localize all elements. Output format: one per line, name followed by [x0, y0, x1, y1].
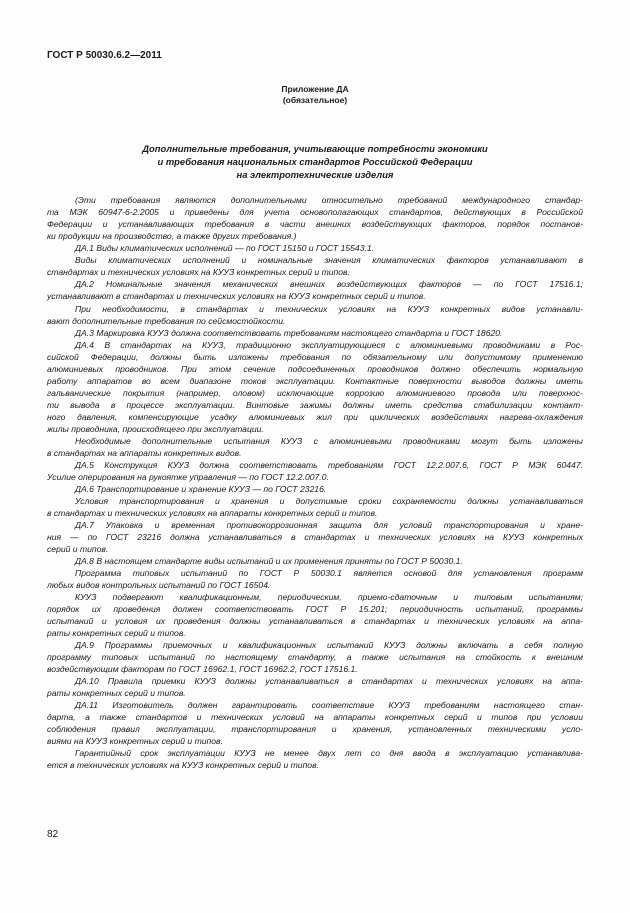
body-line: любых видов контрольных испытаний по ГОСТ 16504. [47, 580, 271, 590]
body-line: ДА.10 Правила приемки КУУЗ должны устанавливаться в стандартах и технических условиях на аппа- [75, 676, 583, 686]
body-line: ДА.6 Транспортирование и хранение КУУЗ — по ГОСТ 23216. [75, 484, 327, 494]
body-line: устанавливают в стандартах и технических условиях на КУУЗ конкретных серий и типов. [47, 291, 426, 301]
page-number: 82 [47, 829, 59, 840]
body-line: (Эти требования являются дополнительными относительно требований международного стандар- [75, 195, 583, 205]
section-title-line-2: и требования национальных стандартов Российской Федерации [157, 156, 473, 167]
annex-label: Приложение ДА [281, 84, 349, 94]
body-line: КУУЗ подвергают квалификационным, периодическим, приемо-сдаточным и типовым испытаниям; [75, 592, 583, 602]
standard-header: ГОСТ Р 50030.6.2—2011 [47, 50, 162, 61]
body-line: вают дополнительные требования по сейсмостойкости. [47, 316, 286, 326]
body-line: та МЭК 60947-6-2:2005 и приведены для учета основополагающих стандартов, действующих в Российской [47, 207, 583, 217]
body-line: раты конкретных серий и типов. [47, 628, 186, 638]
body-line: алюминиевых проводников. При этом сечение подсоединенных проводников должно обеспечить нормальную [47, 364, 583, 374]
body-line: ДА.11 Изготовитель должен гарантировать соответствие КУУЗ требованиям настоящего стан- [75, 700, 583, 710]
body-line: гальванические покрытия (например, оловом) исключающие коррозию алюминиевого провода или поверхнос- [47, 388, 583, 398]
body-line: Программа типовых испытаний по ГОСТ Р 50030.1 является основой для установления программ [75, 568, 583, 578]
body-line: соблюдения правил эксплуатации, транспортирования и хранения, установленных техническими усло- [47, 724, 583, 734]
body-line: Виды климатических исполнений и номинальные значения климатических факторов устанавливают в [75, 255, 583, 265]
body-line: в стандартах на аппараты конкретных видов. [47, 448, 242, 458]
body-line: дарта, а также стандартов и технических условий на аппараты конкретных серий и типов при условии [47, 712, 583, 722]
body-line: ДА.9 Программы приемочных и квалификационных испытаний КУУЗ должны включать в себя полную [75, 640, 583, 650]
body-line: работу аппаратов во всем диапазоне токов эксплуатации. Контактные поверхности выводов должны иметь [47, 376, 583, 386]
body-line: виями на КУУЗ конкретных серий и типов. [47, 736, 223, 746]
body-line: порядок их проведения должен соответствовать ГОСТ Р 15.201; периодичность испытаний, программы [47, 604, 583, 614]
body-line: испытаний и условия их проведения должны устанавливаться в стандартах и технических условиях на аппа- [47, 616, 583, 626]
section-title-line-3: на электротехнические изделия [236, 169, 394, 180]
body-line: Усилие оперирования на рукоятке управления — по ГОСТ 12.2.007.0. [47, 472, 329, 482]
body-line: ДА.7 Упаковка и временная противокоррозионная защита для условий транспортирования и хране- [75, 520, 583, 530]
body-line: Необходимые дополнительные испытания КУУЗ с алюминиевыми проводниками могут быть изложены [75, 436, 583, 446]
body-line: в стандартах и технических условиях на аппараты конкретных серий и типов. [47, 508, 378, 518]
body-line: ДА.1 Виды климатических исполнений — по ГОСТ 15150 и ГОСТ 15543.1. [75, 243, 375, 253]
body-line: серий и типов. [47, 544, 109, 554]
body-line: ДА.4 В стандартах на КУУЗ, традиционно эксплуатирующиеся с алюминиевыми проводниками в Рос- [75, 340, 583, 350]
body-line: Федерации и устанавливающих требования в части внешних воздействующих факторов, порядок постанов- [47, 219, 583, 229]
body-line: Условия транспортирования и хранения и допустимые сроки сохраняемости должны устанавливаться [75, 496, 583, 506]
body-line: Гарантийный срок эксплуатации КУУЗ не менее двух лет со дня ввода в эксплуатацию устанавлива- [75, 748, 583, 758]
body-line: ДА.5 Конструкция КУУЗ должна соответствовать требованиям ГОСТ 12.2.007.6, ГОСТ Р МЭК 60447. [75, 460, 583, 470]
body-line: воздействующим факторам по ГОСТ 16962.1, ГОСТ 16962.2, ГОСТ 17516.1. [47, 664, 358, 674]
body-line: стандартах и технических условиях на КУУЗ конкретных серий и типов. [47, 267, 350, 277]
body-line: ти вывода в процессе эксплуатации. Винтовые зажимы должны иметь средства стабилизации контакт- [47, 400, 583, 410]
body-line: жилы проводника, происходящего при эксплуатации. [47, 424, 264, 434]
body-line: ного давления, компенсирующие усадку алюминиевых жил при циклических воздействиях нагрева-охлаждения [47, 412, 583, 422]
body-line: ния — по ГОСТ 23216 должна устанавливаться в стандартах и технических условиях на КУУЗ конкретных [47, 532, 583, 542]
body-line: раты конкретных серий и типов. [47, 688, 186, 698]
body-line: При необходимости, в стандартах и технических условиях на КУУЗ конкретных видов устанавли- [75, 304, 583, 314]
section-title-line-1: Дополнительные требования, учитывающие потребности экономики [142, 143, 488, 154]
body-line: сийской Федерации, должны быть изложены требования по обязательному или допустимому применению [47, 352, 583, 362]
body-line: ется в технических условиях на КУУЗ конкретных серий и типов. [47, 760, 319, 770]
body-line: ДА.8 В настоящем стандарте виды испытаний и их применения приняты по ГОСТ Р 50030.1. [75, 556, 463, 566]
body-line: ки продукции на производство, а также других требования.) [47, 231, 297, 241]
body-line: ДА.2 Номинальные значения механических внешних воздействующих факторов — по ГОСТ 17516.1; [75, 279, 583, 289]
body-line: ДА.3 Маркировка КУУЗ должна соответствовать требованиям настоящего стандарта и ГОСТ 18620. [75, 328, 503, 338]
body-line: программу типовых испытаний по настоящему стандарту, а также испытания на стойкость к внешним [47, 652, 583, 662]
annex-status: (обязательное) [282, 95, 348, 105]
